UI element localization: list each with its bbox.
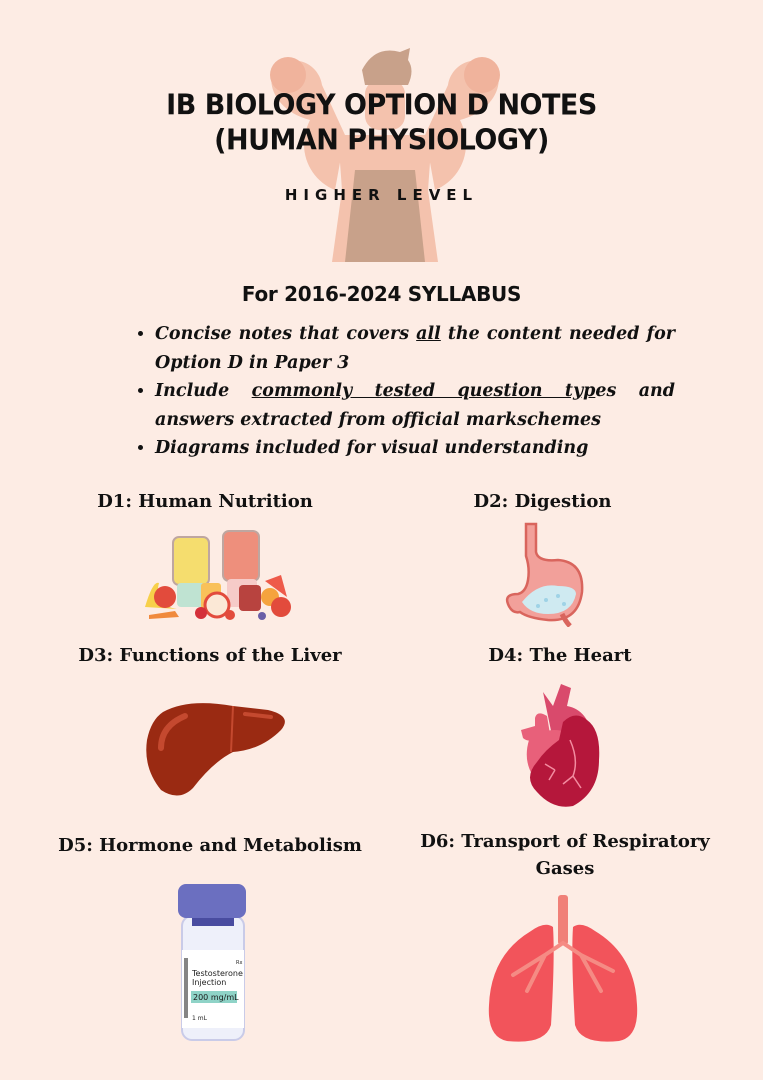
title-line-2: (HUMAN PHYSIOLOGY): [214, 124, 549, 157]
vial-name-line-1: Testosterone: [192, 969, 243, 978]
heart-icon: [515, 680, 605, 810]
feature-item: • Include commonly tested question types and answers extracted from official markschemes: [155, 377, 675, 434]
section-title-d6: D6: Transport of Respiratory Gases: [420, 831, 710, 879]
vial-volume: 1 mL: [192, 1015, 207, 1022]
liver-icon: [143, 698, 288, 798]
section-title-d2: D2: Digestion: [473, 491, 612, 512]
syllabus-heading: For 2016-2024 SYLLABUS: [241, 282, 522, 306]
vial-name-line-2: Injection: [192, 978, 227, 987]
stomach-icon: [498, 522, 588, 627]
section-title-d3: D3: Functions of the Liver: [78, 645, 342, 666]
section-title-d4: D4: The Heart: [488, 645, 632, 666]
lungs-icon: [485, 895, 645, 1047]
title-line-1: IB BIOLOGY OPTION D NOTES: [166, 89, 597, 122]
feature-item: • Concise notes that covers all the content needed for Option D in Paper 3: [155, 320, 675, 377]
testosterone-vial-icon: [178, 882, 248, 1044]
page-title: [0, 88, 763, 157]
section-title-d1: D1: Human Nutrition: [97, 491, 313, 512]
level-subtitle: HIGHER LEVEL: [284, 186, 479, 204]
vial-rx: Rx: [236, 960, 243, 966]
section-title-d5: D5: Hormone and Metabolism: [58, 835, 362, 856]
nutrition-blender-fruits-icon: [135, 525, 295, 620]
vial-dose: 200 mg/mL: [193, 993, 239, 1002]
feature-item: • Diagrams included for visual understanding: [155, 434, 675, 463]
feature-list: [130, 320, 675, 463]
